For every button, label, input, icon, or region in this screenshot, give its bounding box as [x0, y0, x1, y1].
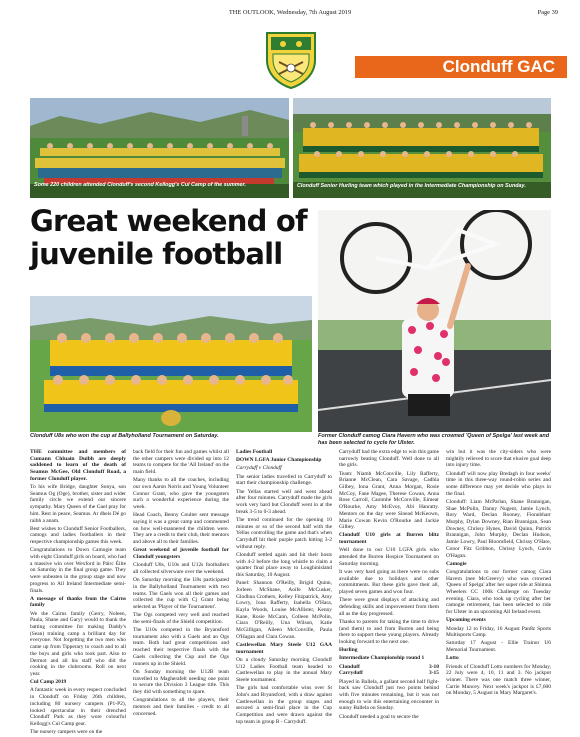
paragraph: To his wife Bridge, daughter Sonya, son Seamus Og (Oge), brother, sister and wider family circle we extend our sincere sympathy. Mary Queen of the Gael pray for him. Rest in peace, Seamus. Ar dheis Dé go raibh a anam.	[30, 484, 126, 524]
result-row	[339, 670, 439, 677]
subheading: A message of thanks from the Cairns family	[30, 595, 126, 609]
paragraph: The girls had comfortable wins over St John's and Bryansford, with a draw against Castlewellan in the group stages and secured a semi-final place in the Cup Competition and were drawn against the top team in group B - Carryduff.	[236, 685, 332, 725]
photo-u8s	[30, 296, 312, 432]
subheading: Lotto	[446, 655, 459, 662]
paragraph: Clonduff will now play Bredagh in four weeks' time in this three-way round-robin series and some difference may yet decide who plays in the final.	[446, 470, 551, 497]
paragraph: Carryduff had the extra edge to win this game narrowly beating Clonduff. Well done to all the girls.	[339, 449, 439, 469]
masthead	[0, 0, 580, 20]
paragraph: Many thanks to all the coaches, including our own Aaron Norris and Young Volunteer Connor Grant, who gave the youngsters such a wonderful experience during the week.	[133, 477, 229, 511]
subheading: Camogie	[446, 560, 467, 567]
subheading: Upcoming events	[446, 617, 486, 624]
subheading-italic: Carryduff v Clonduff	[236, 465, 282, 472]
paragraph: Congratulations to our former camog Ciara Havern (nee McGreevy) who was crowned 'Queen of Spelga' after her super ride at Shimna Wheelers CC 100k Challenge on Tuesday evening. Ciara, who took up cycling after her camogie retirement, has been selected to ride for Ulster in an upcoming All Ireland event.	[446, 568, 551, 616]
headline: Great weekend of juvenile football	[30, 204, 307, 271]
paragraph: The senior ladies travelled to Carryduff to start their championship challenge.	[236, 473, 332, 487]
subheading: Castlewellan Mary Steele U12 GAA tournament	[236, 641, 332, 655]
photo-cul-camp	[30, 98, 289, 198]
paragraph: Well done to our U10 LGFA girls who attended the Burren Hospice Tournament on Saturday morning.	[339, 547, 439, 567]
article-column-1	[30, 449, 126, 737]
subheading: Hurling	[339, 647, 358, 654]
result-team: Clonduff	[339, 663, 360, 670]
paragraph: On Sunday morning the U12B team travelled to Magherafelt needing one point to secure the Division 3 League title. This they did with something to spare.	[133, 668, 229, 695]
article-column-2	[133, 449, 229, 719]
section-banner	[355, 56, 567, 78]
result-team: Carryduff	[339, 670, 363, 677]
caption-cyclist: Former Clonduff camog Ciara Havern who was crowned 'Queen of Spelga' last week and has been selected to cycle for Ulster.	[318, 433, 550, 446]
section-title: Clonduff GAC	[442, 57, 555, 76]
paragraph: On Saturday morning the U8s participated in the Ballyholland Tournament with two teams. The Gaels won all their games and collected the cup with Cj Grant being selected as 'Player of the Tournament'.	[133, 577, 229, 610]
club-crest-icon	[263, 30, 319, 90]
article-column-3	[236, 449, 332, 727]
paragraph: win but it was the city-siders who were mightily relieved to score that elusive goal deep into injury time.	[446, 449, 551, 469]
article-column-4	[339, 449, 439, 722]
paragraph: The Ogs competed very well and reached the semi-finals of the Shield competition.	[133, 612, 229, 625]
paragraph: Congratulations to all the players, their mentors and their families - credit to all concerned.	[133, 697, 229, 717]
paragraph: A fantastic week in every respect concluded in Clonduff on Friday 26th children, including 80 nursery campers (P1-P2), looked spectacular in their drenched Clonduff Park as they wore colourful Kellogg's Cul Camp gear.	[30, 687, 126, 727]
paragraph: On a cloudy Saturday morning Clonduff U12 Ladies Football team headed to Castlewellan to play in the annual Mary Steele tournament.	[236, 656, 332, 683]
photo-senior-hurling	[293, 98, 551, 198]
paragraph: The Yellas started well and went ahead after four minutes. Carryduff made the girls work very hard but Clonduff went in at the break 3-5 to 0-3 ahead.	[236, 488, 332, 515]
paragraph: Played in Ballela, a gallant second half fight-back saw Clonduff just two points behind with five minutes remaining, but it was not enough to win this entertaining encounter in sunny Ballela on Sunday.	[339, 678, 439, 712]
paragraph: The trend continued for the opening 10 minutes or so of the second half with the Yellas controlling the game and that's when Carryduff hit their purple patch hitting 3-2 without reply.	[236, 516, 332, 550]
result-row	[339, 664, 439, 671]
caption-senior-hurling: Clonduff Senior Hurling team which played in the Intermediate Championship on Sunday.	[297, 183, 526, 189]
caption-u8s: Clonduff U8s who won the cup at Ballyholland Tournament on Saturday.	[30, 433, 219, 439]
paragraph: Clonduff needed a goal to secure the	[339, 713, 419, 720]
result-score: 3-15	[429, 670, 439, 677]
paragraph: back field for their fun and games whilst all the other campers were divided up into 12 teams to compete for the 'All Ireland' on the main field.	[133, 449, 229, 476]
subheading: Great weekend of juvenile football for Clonduff youngsters	[133, 547, 229, 561]
paragraph: Head Coach, Benny Coulter sent message saying it was a great camp and commented on how well-mannered the children were. They are a credit to their club, their mentors and above all to their families.	[133, 512, 229, 546]
subheading: DOWN LGFA Junior Championship	[236, 457, 322, 464]
paragraph: The U10s competed in the Bryansford tournament also with a Gaels and an Ogs team. Both had great competitions and reached their respective finals with the Gaels collecting the Cup and the Ogs runners up in the Shield.	[133, 627, 229, 667]
paragraph: Thanks to parents for taking the time to drive (and them) to and from Burren and being there to support these young players. Already looking forward to the next one.	[339, 618, 439, 645]
paragraph: We the Cairns family (Gerry, Noleen, Paula, Shane and Gary) would to thank the batting committee for making Daddy's (Sean) training camp a brilliant day for everyone. Not forgetting the two men who came up from Tipperary to coach and to all the boys and girls who took part. Also to Dermot and all his staff who did the cooking in the clubrooms. Roll on next year.	[30, 610, 126, 677]
paragraph: Panel: Shannon O'Reilly, Brigid Quinn, Jorleen McShane, Aoife McCusker, Glodhna Crothers, Kelley Fitzpatrick, Amy Lowry, Iona Rafferty, Isabella O'Hara, Kayla Woods, Louise McAllister, Kenny Kane, Rosie McCann, Colleen McPolin, Ciara O'Reilly, Una Wilson, Katie McGilligan, Aileen McConville, Paula O'Hagan and Clara Cowan.	[236, 580, 332, 640]
paragraph: Clonduff U8s, U10s and U12s footballers all collected silverware over the weekend.	[133, 562, 229, 575]
page-number: Page 39	[537, 9, 558, 16]
paragraph: There were great displays of attacking and defending skills and improvement from them all as the day progressed.	[339, 597, 439, 617]
paragraph: It was very hard going as there were no subs available due to holidays and other commitments. But these girls gave their all, played seven games and won four.	[339, 568, 439, 596]
caption-cul-camp: Some 220 children attended Clonduff's second Kellogg's Cul Camp of the summer.	[34, 182, 246, 188]
publication-line: THE OUTLOOK, Wednesday, 7th August 2019	[228, 9, 352, 16]
paragraph: Congratulations to Down Camogie team with eight Clonduff girls on board, who had a massive win over Wexford in Páirc Éilte on Saturday in the final group game. They were unbeaten in the group stage and now progress to All Ireland Intermediate semi-finals.	[30, 547, 126, 594]
paragraph: Clonduff: Liam McParlan, Shane Brannigan, Shae McPolin, Danny Nugent, Jamie Lynch, Rory Ward, Declan Rooney, Fionnbharr Murphy, Dylan Downey, Rian Brannigan, Sean Downey, Chrissy Hynes, David Quinn, Patrick Brannigan, John Murphy, Declan Hudson, Jamie Lowry, Paul Bloomfield, Chrissy O'Hare, Conor Fitz Gribbon, Chrissy Lynch, Gavin O'Hagan.	[446, 498, 551, 559]
subheading: Clonduff U10 girls at Burren blitz tournament	[339, 532, 439, 546]
paragraph: Monday 12 to Friday, 16 August Pan8z Sports Multisports Camp.	[446, 625, 551, 639]
subheading: Intermediate Championship round 1	[339, 655, 425, 662]
paragraph: Saturday 17 August - Ellie Trainor U6 Memorial Tournament.	[446, 640, 551, 654]
paragraph: The nursery campers were on the	[30, 729, 103, 736]
subheading: Ladies Football	[236, 449, 273, 455]
paragraph: Clonduff settled again and hit their hosts with 4-2 before the long whistle to claim a quarter final place away to Loughinisland this Saturday, 10 August.	[236, 551, 332, 578]
paragraph: Friends of Clonduff Lotto numbers for Monday, 22 July were 4, 10, 11 and 3. No jackpot winner. There was one match three winner, Carrie Muncey. Next week's jackpot is £7,600 on Monday, 5 August in Mary Margaret's.	[446, 663, 551, 697]
lead-paragraph: THE committee and members of Cumann Chluain Duibh are deeply saddened to learn of the death of Seamus McGee, Old Clonduff Road, a former Clonduff player.	[30, 449, 126, 482]
paragraph: Best wishes to Clonduff Senior Footballers, camogs and ladies footballers in their respective championship games this week.	[30, 525, 126, 546]
paragraph: Team: Niamh McConville, Lily Rafferty, Brianne McClean, Cara Savage, Cadhla Gilbey, Iona Grant, Anna Morgan, Rosie McCoy, Fane Magee, Therese Cowan, Anna Rose Carroll, Caoimhe McConville, Eimear O'Rourke, Amy McEvoy, Abi Hanratty. Mentors on the day were Sinead McKeown, Marie Cowan Kevin O'Rourke and Jackie Gilbey.	[339, 470, 439, 531]
result-score: 3-10	[429, 663, 439, 670]
article-column-5	[446, 449, 551, 699]
photo-cyclist	[318, 210, 551, 432]
subheading: Cul Camp 2019	[30, 679, 67, 686]
